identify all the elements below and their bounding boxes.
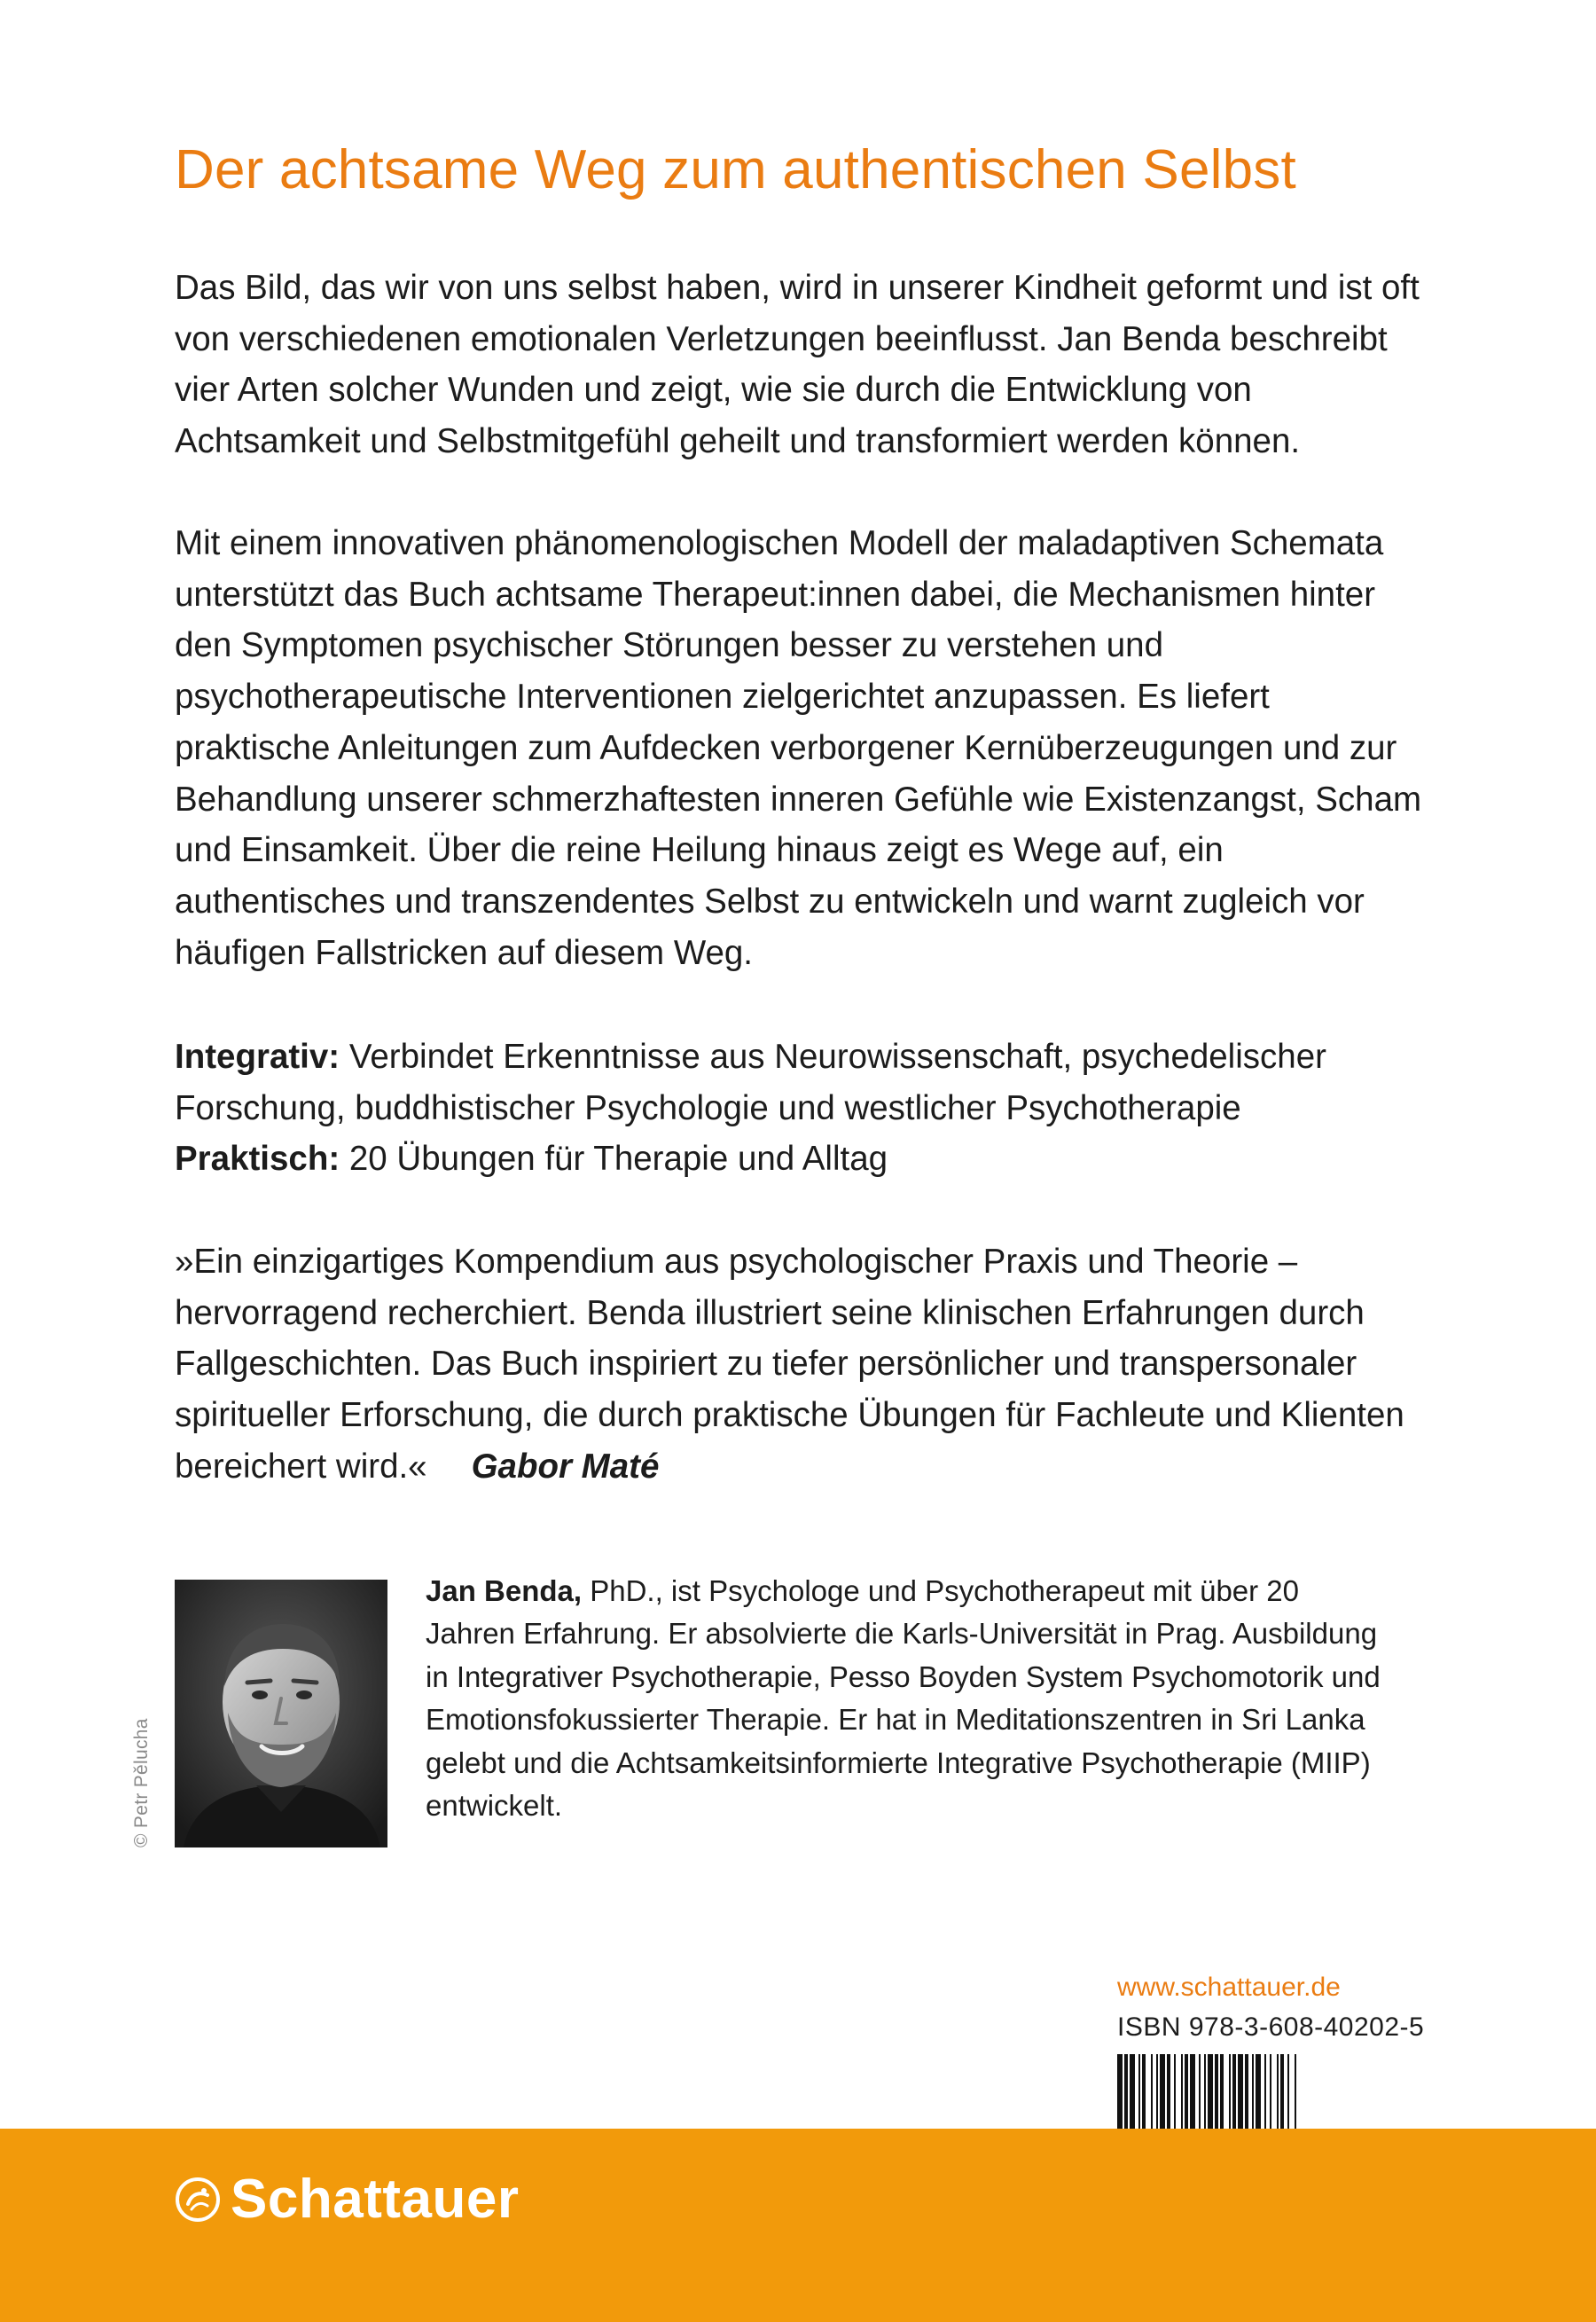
barcode-bar	[1138, 2054, 1140, 2130]
barcode-bar	[1245, 2054, 1248, 2130]
barcode-bar	[1142, 2054, 1146, 2130]
barcode-bar	[1220, 2054, 1224, 2130]
author-portrait	[175, 1580, 387, 1847]
feature-text: Verbindet Erkenntnisse aus Neurowissenschaft, psychedelischer Forschung, buddhistischer Psychologie und westlicher Psychotherapie	[175, 1038, 1326, 1127]
barcode-bar	[1185, 2054, 1188, 2130]
barcode-bar	[1270, 2054, 1271, 2130]
barcode-bar	[1117, 2054, 1123, 2130]
barcode-bar	[1156, 2054, 1158, 2130]
feature-item-integrativ	[175, 1032, 1434, 1134]
barcode-bar	[1277, 2054, 1279, 2130]
feature-text: 20 Übungen für Therapie und Alltag	[348, 1140, 888, 1179]
barcode-bar	[1190, 2054, 1195, 2130]
endorsement-quote	[175, 1236, 1434, 1493]
isbn-number: ISBN 978-3-608-40202-5	[1117, 2012, 1425, 2042]
barcode-bar	[1124, 2054, 1128, 2130]
feature-label: Integrativ:	[175, 1038, 340, 1076]
author-name: Jan Benda,	[426, 1574, 583, 1607]
barcode-bar	[1287, 2054, 1289, 2130]
photo-credit: © Petr Pělucha	[131, 1718, 152, 1847]
features-list	[175, 1032, 1434, 1185]
barcode-bar	[1295, 2054, 1296, 2130]
barcode-bar	[1280, 2054, 1284, 2130]
barcode-bar	[1256, 2054, 1261, 2130]
quote-author: Gabor Maté	[471, 1447, 660, 1486]
barcode-bar	[1264, 2054, 1266, 2130]
feature-item-praktisch	[175, 1134, 1434, 1185]
barcode-bar	[1160, 2054, 1165, 2130]
description-paragraph: Mit einem innovativen phänomenologischen Modell der maladaptiven Schemata unterstützt das Buch achtsame Therapeut:innen dabei, die Mechanismen hinter den Symptomen psychischer Störungen besser zu verstehen und psychotherapeutische Interventionen zielgerichtet anzupassen. Es liefert praktische Anleitungen zum Aufdecken verborgener Kernüberzeugungen und zur Behandlung unserer schmerzhaftesten inneren Gefühle wie Existenzangst, Scham und Einsamkeit. Über die reine Heilung hinaus zeigt es Wege auf, ein authentisches und transzendentes Selbst zu entwickeln und warnt zugleich vor häufigen Fallstricken auf diesem Weg.	[175, 524, 1422, 972]
barcode-bar	[1181, 2054, 1183, 2130]
barcode-bar	[1167, 2054, 1170, 2130]
barcode-bar	[1238, 2054, 1243, 2130]
barcode-bar	[1151, 2054, 1153, 2130]
barcode-bar	[1199, 2054, 1201, 2130]
publisher-website[interactable]: www.schattauer.de	[1117, 1973, 1341, 2002]
barcode-bar	[1215, 2054, 1218, 2130]
barcode-bar	[1174, 2054, 1176, 2130]
barcode-bar	[1130, 2054, 1135, 2130]
barcode-bar	[1232, 2054, 1236, 2130]
cover-title: Der achtsame Weg zum authentischen Selbst	[175, 139, 1296, 200]
publisher-name: Schattauer	[231, 2169, 520, 2230]
barcode	[1117, 2054, 1420, 2130]
barcode-bar	[1229, 2054, 1231, 2130]
publisher-logo[interactable]	[174, 2169, 519, 2231]
author-bio-text: PhD., ist Psychologe und Psychotherapeut mit über 20 Jahren Erfahrung. Er absolvierte die Karls-Universität in Prag. Ausbildung in Integrativer Psychotherapie, Pesso Boyden System Psychomotorik und Emotionsfokussierter Therapie. Er hat in Meditationszentren in Sri Lanka gelebt und die Achtsamkeitsinformierte Integrative Psychotherapie (MIIP) entwickelt.	[426, 1574, 1381, 1823]
quote-text: »Ein einzigartiges Kompendium aus psychologischer Praxis und Theorie – hervorragend recherchiert. Benda illustriert seine klinischen Erfahrungen durch Fallgeschichten. Das Buch inspiriert zu tiefer persönlicher und transpersonaler spiritueller Erforschung, die durch praktische Übungen für Fachleute und Klienten bereichert wird.«	[175, 1243, 1404, 1486]
schattauer-logo-icon	[174, 2176, 222, 2224]
barcode-bar	[1252, 2054, 1254, 2130]
feature-label: Praktisch:	[175, 1140, 340, 1179]
barcode-bar	[1204, 2054, 1206, 2130]
author-bio	[426, 1570, 1383, 1827]
intro-paragraph: Das Bild, das wir von uns selbst haben, wird in unserer Kindheit geformt und ist oft von verschiedenen emotionalen Verletzungen beeinflusst. Jan Benda beschreibt vier Arten solcher Wunden und zeigt, wie sie durch die Entwicklung von Achtsamkeit und Selbstmitgefühl geheilt und transformiert werden können.	[175, 269, 1420, 461]
barcode-bar	[1208, 2054, 1213, 2130]
